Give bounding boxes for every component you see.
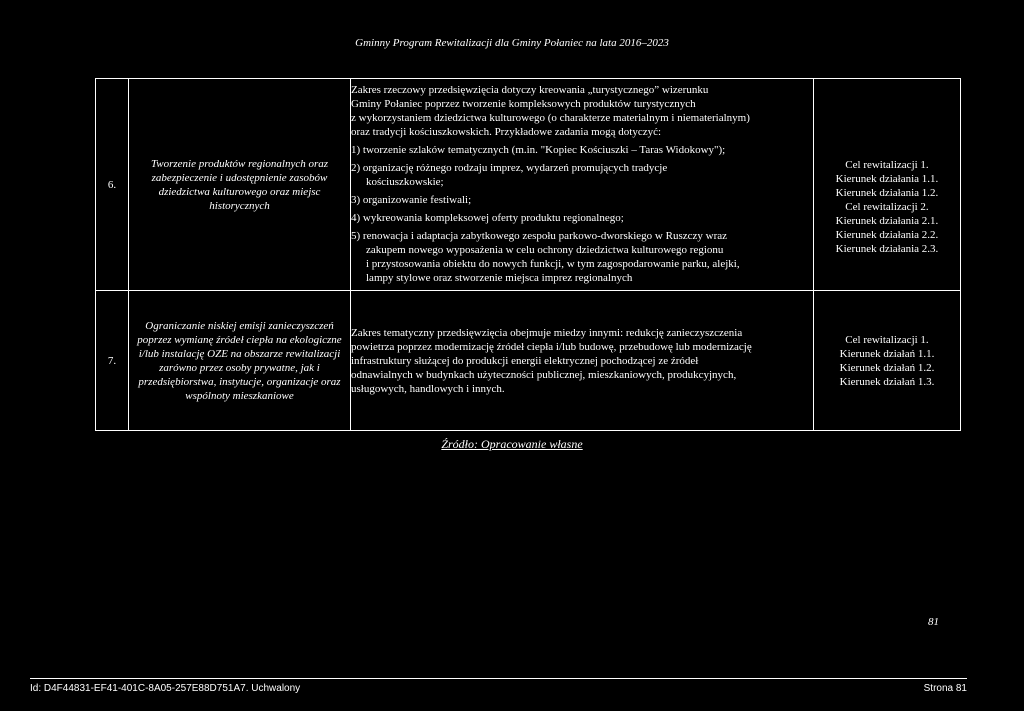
goal-line: Kierunek działania 1.1. (835, 172, 939, 185)
goal-line: Kierunek działania 2.2. (835, 228, 939, 241)
scope-line: odnawialnych w budynkach użyteczności publicznej, mieszkaniowych, produkcyjnych, (351, 368, 737, 381)
scope-line: infrastruktury służącej do produkcji energii elektrycznej pochodzącej ze źródeł (351, 354, 699, 367)
scope-line: Gminy Połaniec poprzez tworzenie kompleksowych produktów turystycznych (351, 97, 696, 110)
goal-line: Kierunek działania 2.1. (835, 214, 939, 227)
scope-list-item: i przystosowania obiektu do nowych funkcji, w tym zagospodarowanie parku, alejki, (366, 257, 740, 270)
document-header: Gminny Program Rewitalizacji dla Gminy Połaniec na lata 2016–2023 (355, 37, 669, 49)
goal-line: Cel rewitalizacji 1. (845, 333, 929, 346)
scope-list-item: 2) organizację różnego rodzaju imprez, wydarzeń promujących tradycje (351, 161, 668, 174)
scope-list-item: lampy stylowe oraz stworzenie miejsca imprez regionalnych (366, 271, 633, 284)
source-note (0, 437, 1024, 452)
goal-line: Kierunek działania 2.3. (835, 242, 939, 255)
goal-line: Cel rewitalizacji 1. (845, 158, 929, 171)
goal-line: Kierunek działań 1.1. (839, 347, 935, 360)
projects-table (95, 78, 961, 431)
table-row (96, 291, 961, 431)
page-number: 81 (928, 616, 939, 628)
scope-list-item: kościuszkowskie; (366, 175, 444, 188)
goal-line: Kierunek działań 1.2. (839, 361, 935, 374)
footer-page-label: Strona 81 (923, 683, 967, 694)
project-name: Ograniczanie niskiej emisji zanieczyszczeń poprzez wymianę źródeł ciepła na ekologiczne i/lub instalację OZE na obszarze rewitalizacji zarówno przez osoby prywatne, jak i przedsiębiorstwa, instytucje, organizacje oraz wspólnoty mieszkaniowe (129, 291, 351, 431)
scope-list-item: zakupem nowego wyposażenia w celu ochrony dziedzictwa kulturowego regionu (366, 243, 724, 256)
scope-list-item: 1) tworzenie szlaków tematycznych (m.in. "Kopiec Kościuszki – Taras Widokowy"); (351, 143, 726, 156)
scope-list-item: 4) wykreowania kompleksowej oferty produktu regionalnego; (351, 211, 624, 224)
scope-list-item: 5) renowacja i adaptacja zabytkowego zespołu parkowo-dworskiego w Ruszczy wraz (351, 229, 727, 242)
scope-line: powietrza poprzez modernizację źródeł ciepła i/lub budowę, przebudowę lub modernizację (351, 340, 752, 353)
project-scope (351, 291, 814, 431)
footer-divider (30, 678, 967, 679)
table-row (96, 79, 961, 291)
project-name: Tworzenie produktów regionalnych oraz zabezpieczenie i udostępnienie zasobów dziedzictwa kulturowego oraz miejsc historycznych (129, 79, 351, 291)
row-number: 6. (96, 79, 129, 291)
scope-line: z wykorzystaniem dziedzictwa kulturowego (o charakterze materialnym i niematerialnym) (351, 111, 750, 124)
scope-line: oraz tradycji kościuszkowskich. Przykładowe zadania mogą dotyczyć: (351, 125, 662, 138)
scope-list-item: 3) organizowanie festiwali; (351, 193, 472, 206)
goal-line: Cel rewitalizacji 2. (845, 200, 929, 213)
project-scope (351, 79, 814, 291)
goal-line: Kierunek działań 1.3. (839, 375, 935, 388)
scope-line: usługowych, handlowych i innych. (351, 382, 505, 395)
document-id: Id: D4F44831-EF41-401C-8A05-257E88D751A7. Uchwalony (30, 683, 301, 694)
goals-cell (814, 291, 961, 431)
row-number: 7. (96, 291, 129, 431)
scope-line: Zakres rzeczowy przedsięwzięcia dotyczy kreowania „turystycznego” wizerunku (351, 83, 709, 96)
goal-line: Kierunek działania 1.2. (835, 186, 939, 199)
scope-line: Zakres tematyczny przedsięwzięcia obejmuje miedzy innymi: redukcję zanieczyszczenia (351, 326, 743, 339)
goals-cell (814, 79, 961, 291)
source-text: Źródło: Opracowanie własne (441, 437, 583, 451)
